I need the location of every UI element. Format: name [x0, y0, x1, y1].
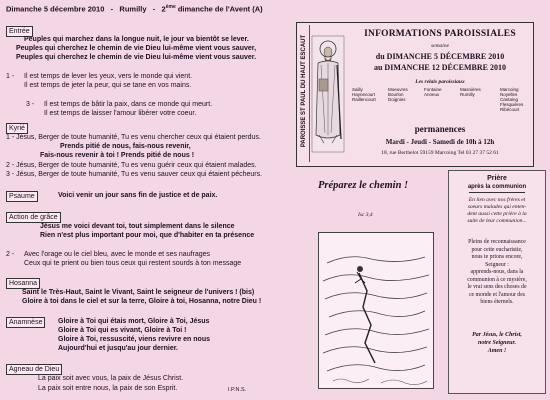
info-title: INFORMATIONS PAROISSIALES: [364, 29, 516, 39]
path-illustration: [318, 232, 434, 389]
prayer-subtitle-underline: [469, 192, 525, 193]
anamnese-line: Gloire à Toi qui étais mort, Gloire à Toi, Jésus: [58, 318, 210, 325]
entree-verse-line: Il est temps de bâtir la paix, dans ce monde qui meurt.: [44, 101, 213, 108]
prayer-line: le vrai sens des choses de: [467, 284, 527, 290]
header-ordinal: 2: [161, 4, 166, 14]
section-label-agneau: Agneau de Dieu: [6, 364, 62, 375]
prayer-line: dent aussi cette prière à la: [467, 211, 527, 217]
entree-refrain-line: Peuples qui cherchez le chemin de vie Dieu lui-même vient vous sauver.: [16, 54, 257, 61]
anamnese-line: Gloire à Toi qui es vivant, Gloire à Toi !: [58, 327, 187, 334]
prayer-intro: [451, 197, 543, 225]
prayer-line: apprends-nous, dans la: [470, 269, 524, 275]
action-verse-line: Avec l'orage ou le ciel bleu, avec le monde et ses naufrages: [24, 251, 211, 258]
section-label-anamnese: Anamnèse: [6, 317, 45, 328]
relais-column: [460, 87, 481, 97]
permanences-title: permanences: [414, 124, 466, 134]
relais-village: Haynecourt: [352, 92, 376, 97]
action-verse-line: Ceux qui te prient ou bien tous ceux qui restent sourds à ton message: [24, 260, 242, 267]
section-label-kyrie: Kyrié: [6, 123, 28, 134]
kyrie-line: 1 - Jésus, Berger de toute humanité, Tu es venu chercher ceux qui étaient perdus.: [6, 134, 261, 141]
parish-vertical-text: PAROISSE ST PAUL DU HAUT ESCAUT: [301, 34, 307, 148]
prayer-line: Pleins de reconnaissance: [468, 239, 526, 245]
relais-column: [352, 87, 376, 102]
prayer-box: [448, 170, 546, 394]
prayer-body: [451, 239, 543, 307]
relais-village: Rumilly: [460, 92, 475, 97]
prayer-subtitle: après la communion: [467, 184, 527, 190]
section-label-entree: Entrée: [6, 26, 33, 37]
prayer-line: Par Jésus, le Christ,: [472, 332, 522, 338]
prayer-line: biens éternels.: [480, 299, 514, 305]
prayer-line: nous te prions encore,: [471, 254, 523, 260]
header-sep: -: [152, 4, 156, 14]
kyrie-line: 3 - Jésus, Berger de toute humanité, Tu es venu sauver ceux qui étaient pécheurs.: [6, 171, 263, 178]
entree-verse-line: Il est temps de lever les yeux, vers le monde qui vient.: [24, 73, 193, 80]
kyrie-line: 2 - Jésus, Berger de toute humanité, Tu es venu guérir ceux qui étaient malades.: [6, 162, 257, 169]
relais-village: Moeuvres: [388, 87, 408, 92]
section-label-action: Action de grâce: [6, 212, 61, 223]
header-ordinal-sup: ème: [165, 4, 176, 10]
permanences-days: Mardi - Jeudi - Samedi de 10h à 12h: [385, 138, 495, 146]
relais-village: Ribécourt: [500, 107, 520, 112]
vertical-band: [299, 25, 310, 162]
footer-ipns: I.P.N.S.: [228, 387, 247, 393]
relais-village: Anneux: [424, 92, 440, 97]
path-drawing: [319, 233, 433, 388]
prayer-line: En lien avec nos frères et: [468, 197, 526, 203]
kyrie-refrain-line: Prends pitié de nous, fais-nous revenir,: [60, 143, 191, 150]
relais-village: Doignies: [388, 97, 406, 102]
entree-verse-line: Il est temps de laisser l'amour libérer votre coeur.: [44, 110, 197, 117]
prayer-line: soeurs malades qui enten-: [467, 204, 527, 210]
prayer-line: notre Seigneur.: [477, 340, 516, 346]
relais-village: Bourlon: [388, 92, 404, 97]
action-refrain-line: Rien n'est plus important pour moi, que d'habiter en ta présence: [40, 232, 255, 239]
header-date: Dimanche 5 décembre 2010: [6, 4, 105, 14]
relais-village: Cantaing: [500, 97, 519, 102]
entree-refrain-line: Peuples qui cherchez le chemin de vie Dieu lui-même vient vous sauver,: [16, 45, 257, 52]
relais-village: Masnières: [460, 87, 481, 92]
entree-refrain-line: Peuples qui marchez dans la longue nuit, le jour va bientôt se lever.: [24, 36, 249, 43]
info-date-to: au DIMANCHE 12 DÉCEMBRE 2010: [373, 63, 506, 72]
relais-village: Noyelles: [500, 92, 518, 97]
preparez-ref: Isc 3,4: [358, 212, 373, 218]
prayer-line: Amen !: [487, 348, 507, 354]
info-semaine: semaine: [430, 43, 450, 49]
agneau-line: La paix soit avec vous, la paix de Jésus Christ.: [38, 375, 184, 382]
verse-number: 3 -: [26, 101, 35, 108]
verse-number: 1 -: [6, 73, 15, 80]
anamnese-line: Aujourd'hui et jusqu'au jour dernier.: [58, 345, 179, 352]
relais-title: Les relais paroissiaux: [415, 79, 465, 85]
hosanna-line: Saint le Très-Haut, Saint le Vivant, Saint le seigneur de l'univers ! (bis): [22, 289, 255, 296]
action-refrain-line: Jésus me voici devant toi, tout simplement dans le silence: [40, 223, 235, 230]
entree-verse-line: Il est temps de jeter la peur, qui se tane en vos mains.: [24, 82, 192, 89]
preparez-title: Préparez le chemin !: [318, 180, 409, 191]
prayer-line: suite de leur communion...: [467, 218, 527, 224]
anamnese-line: Gloire à Toi, ressuscité, viens revivre en nous: [58, 336, 210, 343]
prayer-line: ce monde et l'amour des: [468, 291, 526, 298]
section-label-hosanna: Hosanna: [6, 278, 40, 289]
saint-paul-illustration: [311, 35, 345, 153]
prayer-ending: [451, 331, 543, 355]
section-label-psaume: Psaume: [6, 191, 38, 202]
hosanna-line: Gloire à toi dans le ciel et sur la terre, Gloire à toi, Hosanna, notre Dieu !: [22, 298, 262, 305]
relais-column: [388, 87, 408, 102]
kyrie-refrain-line: Fais-nous revenir à toi ! Prends pitié de nous !: [40, 152, 195, 159]
parish-info-box: [296, 22, 534, 167]
header-line: [6, 3, 263, 14]
agneau-line: La paix soit entre nous, la paix de son Esprit.: [38, 385, 178, 392]
relais-village: Raillencourt: [352, 97, 376, 102]
relais-list: [352, 87, 532, 121]
prayer-line: communion à ce mystère,: [467, 276, 527, 283]
relais-village: Fontaine: [424, 87, 442, 92]
relais-column: [424, 87, 442, 97]
header-sep: -: [110, 4, 114, 14]
psaume-text: Voici venir un jour sans fin de justice et de paix.: [58, 192, 218, 199]
relais-village: Marcoing: [500, 87, 519, 92]
relais-column: [500, 87, 523, 112]
relais-village: Sailly: [352, 87, 363, 92]
header-place: Rumilly: [119, 4, 147, 14]
info-date-from: du DIMANCHE 5 DÉCEMBRE 2010: [375, 52, 505, 61]
prayer-line: Seigneur :: [485, 261, 509, 268]
prayer-title: Prière: [487, 175, 507, 182]
permanences-address: 18, rue Berthelot 59159 Marcoing Tel 03 27 37 52 61: [381, 150, 499, 156]
prayer-line: pour cette eucharistie,: [471, 246, 523, 253]
header-sunday: dimanche de l'Avent (A): [177, 4, 263, 14]
relais-village: Flesquières: [500, 102, 524, 107]
verse-number: 2 -: [6, 251, 15, 258]
